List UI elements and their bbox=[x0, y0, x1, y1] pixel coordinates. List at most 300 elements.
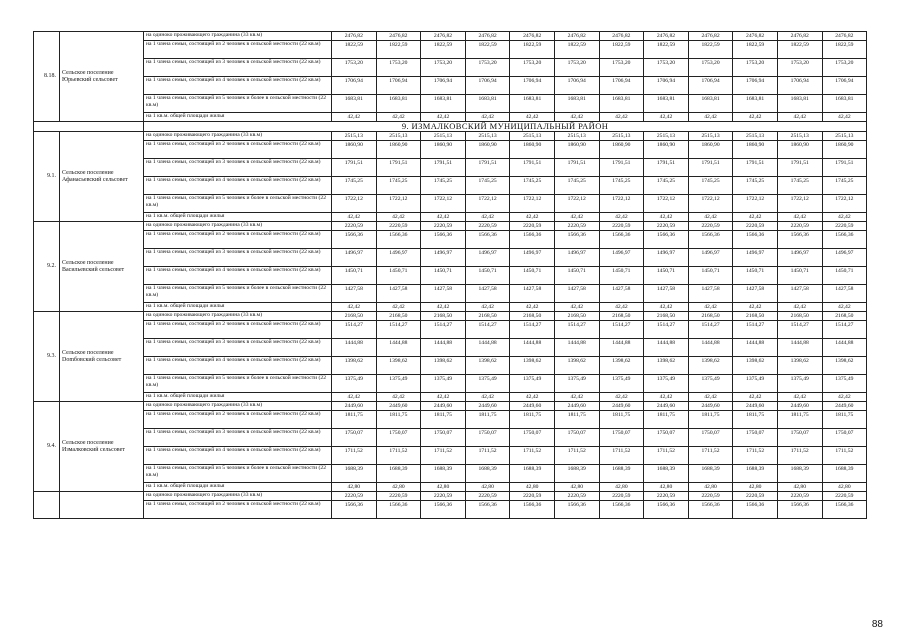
value-cell: 42,42 bbox=[644, 303, 689, 312]
settlement-name: Сельское поселение Васильевский сельсовет bbox=[60, 222, 144, 312]
value-cell: 1427,58 bbox=[376, 285, 421, 303]
value-cell: 1375,49 bbox=[777, 375, 822, 393]
value-cell: 1375,49 bbox=[822, 375, 867, 393]
value-cell: 2476,82 bbox=[644, 32, 689, 41]
value-cell: 1514,27 bbox=[599, 321, 644, 339]
value-cell: 1566,36 bbox=[599, 501, 644, 519]
value-cell: 2168,50 bbox=[822, 312, 867, 321]
value-cell: 1722,12 bbox=[465, 195, 510, 213]
value-cell: 42,42 bbox=[510, 113, 555, 122]
value-cell: 42,80 bbox=[599, 483, 644, 492]
value-cell: 1811,75 bbox=[376, 411, 421, 429]
value-cell: 1427,58 bbox=[822, 285, 867, 303]
value-cell: 2476,82 bbox=[822, 32, 867, 41]
value-cell: 1745,25 bbox=[777, 177, 822, 195]
value-cell: 1566,36 bbox=[733, 231, 778, 249]
value-cell: 2449,60 bbox=[644, 402, 689, 411]
table-row bbox=[34, 492, 867, 501]
value-cell: 1444,88 bbox=[777, 339, 822, 357]
row-description: на 1 члена семьи, состоящей из 2 человек в сельской местности (22 кв.м) bbox=[144, 501, 332, 519]
value-cell: 1811,75 bbox=[822, 411, 867, 429]
value-cell: 1398,62 bbox=[376, 357, 421, 375]
value-cell: 1450,71 bbox=[822, 267, 867, 285]
value-cell: 42,42 bbox=[599, 303, 644, 312]
district-title: 9. ИЗМАЛКОВСКИЙ МУНИЦИПАЛЬНЫЙ РАЙОН bbox=[144, 122, 867, 132]
value-cell: 1822,59 bbox=[644, 41, 689, 59]
value-cell: 1398,62 bbox=[421, 357, 466, 375]
value-cell: 1711,52 bbox=[376, 447, 421, 465]
value-cell: 1514,27 bbox=[510, 321, 555, 339]
row-description: на 1 члена семьи, состоящей из 4 человек в сельской местности (22 кв.м) bbox=[144, 267, 332, 285]
value-cell: 1860,90 bbox=[465, 141, 510, 159]
value-cell: 1860,90 bbox=[510, 141, 555, 159]
value-cell: 2220,59 bbox=[822, 222, 867, 231]
value-cell: 1753,20 bbox=[554, 59, 599, 77]
value-cell: 1706,94 bbox=[599, 77, 644, 95]
value-cell: 42,42 bbox=[554, 303, 599, 312]
value-cell: 2449,60 bbox=[376, 402, 421, 411]
value-cell: 42,42 bbox=[376, 303, 421, 312]
value-cell: 2220,59 bbox=[688, 492, 733, 501]
value-cell: 42,80 bbox=[465, 483, 510, 492]
value-cell: 1566,36 bbox=[599, 231, 644, 249]
table-row bbox=[34, 483, 867, 492]
value-cell: 1745,25 bbox=[822, 177, 867, 195]
value-cell: 2515,13 bbox=[332, 132, 377, 141]
value-cell: 2168,50 bbox=[510, 312, 555, 321]
value-cell: 42,42 bbox=[376, 393, 421, 402]
row-description: на 1 члена семьи, состоящей из 4 человек в сельской местности (22 кв.м) bbox=[144, 357, 332, 375]
value-cell: 2515,13 bbox=[688, 132, 733, 141]
value-cell: 42,42 bbox=[822, 113, 867, 122]
value-cell: 2515,13 bbox=[822, 132, 867, 141]
value-cell: 1722,12 bbox=[822, 195, 867, 213]
table-row bbox=[34, 141, 867, 159]
value-cell: 2168,50 bbox=[376, 312, 421, 321]
row-description: на 1 кв.м. общей площади жилья bbox=[144, 113, 332, 122]
value-cell: 42,80 bbox=[510, 483, 555, 492]
value-cell: 1496,97 bbox=[733, 249, 778, 267]
value-cell: 1450,71 bbox=[644, 267, 689, 285]
value-cell: 1444,88 bbox=[733, 339, 778, 357]
value-cell: 1683,81 bbox=[777, 95, 822, 113]
value-cell: 1722,12 bbox=[777, 195, 822, 213]
value-cell: 1450,71 bbox=[599, 267, 644, 285]
value-cell: 1722,12 bbox=[733, 195, 778, 213]
row-group-index: 8.18. bbox=[34, 32, 60, 122]
settlement-name: Сельское поселение Измалковский сельсовет bbox=[60, 402, 144, 492]
value-cell: 1450,71 bbox=[510, 267, 555, 285]
row-description: на 1 члена семьи, состоящей из 5 человек и более в сельской местности (22 кв.м) bbox=[144, 375, 332, 393]
value-cell: 1811,75 bbox=[733, 411, 778, 429]
value-cell: 1450,71 bbox=[554, 267, 599, 285]
value-cell: 1722,12 bbox=[421, 195, 466, 213]
row-description: на одиноко проживающего гражданина (33 кв.м) bbox=[144, 402, 332, 411]
value-cell: 1398,62 bbox=[644, 357, 689, 375]
settlement-name: Сельское поселение Domбовский сельсовет bbox=[60, 312, 144, 402]
value-cell: 1745,25 bbox=[554, 177, 599, 195]
value-cell: 42,42 bbox=[688, 213, 733, 222]
value-cell: 1811,75 bbox=[465, 411, 510, 429]
value-cell: 2476,82 bbox=[421, 32, 466, 41]
row-description: на 1 члена семьи, состоящей из 5 человек и более в сельской местности (22 кв.м) bbox=[144, 285, 332, 303]
value-cell: 1860,90 bbox=[554, 141, 599, 159]
table-row bbox=[34, 312, 867, 321]
value-cell: 42,42 bbox=[421, 213, 466, 222]
value-cell: 1566,36 bbox=[688, 501, 733, 519]
value-cell: 1711,52 bbox=[332, 447, 377, 465]
row-description: на 1 члена семьи, состоящей из 2 человек в сельской местности (22 кв.м) bbox=[144, 231, 332, 249]
value-cell: 1791,51 bbox=[376, 159, 421, 177]
value-cell: 42,42 bbox=[510, 393, 555, 402]
value-cell: 1688,39 bbox=[421, 465, 466, 483]
value-cell: 42,42 bbox=[465, 303, 510, 312]
value-cell: 1683,81 bbox=[554, 95, 599, 113]
value-cell: 1566,36 bbox=[332, 501, 377, 519]
value-cell: 1496,97 bbox=[332, 249, 377, 267]
value-cell: 1822,59 bbox=[510, 41, 555, 59]
value-cell: 1745,25 bbox=[465, 177, 510, 195]
value-cell: 1811,75 bbox=[332, 411, 377, 429]
value-cell: 1444,88 bbox=[332, 339, 377, 357]
table-row bbox=[34, 402, 867, 411]
value-cell: 42,42 bbox=[777, 393, 822, 402]
value-cell: 42,42 bbox=[465, 113, 510, 122]
value-cell: 2476,82 bbox=[688, 32, 733, 41]
value-cell: 1427,58 bbox=[644, 285, 689, 303]
value-cell: 1398,62 bbox=[599, 357, 644, 375]
value-cell: 42,80 bbox=[554, 483, 599, 492]
value-cell: 1566,36 bbox=[733, 501, 778, 519]
value-cell: 2220,59 bbox=[332, 492, 377, 501]
value-cell: 42,42 bbox=[733, 393, 778, 402]
value-cell: 42,80 bbox=[733, 483, 778, 492]
value-cell: 1822,59 bbox=[599, 41, 644, 59]
value-cell: 2220,59 bbox=[599, 222, 644, 231]
value-cell: 1427,58 bbox=[421, 285, 466, 303]
value-cell: 42,42 bbox=[332, 393, 377, 402]
row-group-index: 9.1. bbox=[34, 132, 60, 222]
value-cell: 1566,36 bbox=[465, 231, 510, 249]
value-cell: 1375,49 bbox=[554, 375, 599, 393]
value-cell: 2168,50 bbox=[465, 312, 510, 321]
value-cell: 1860,90 bbox=[421, 141, 466, 159]
value-cell: 2476,82 bbox=[554, 32, 599, 41]
value-cell: 42,42 bbox=[822, 303, 867, 312]
value-cell: 2220,59 bbox=[421, 492, 466, 501]
value-cell: 42,42 bbox=[688, 303, 733, 312]
value-cell: 42,42 bbox=[510, 303, 555, 312]
value-cell: 1514,27 bbox=[376, 321, 421, 339]
table-row bbox=[34, 59, 867, 77]
value-cell: 2476,82 bbox=[332, 32, 377, 41]
value-cell: 1683,81 bbox=[644, 95, 689, 113]
value-cell: 1811,75 bbox=[688, 411, 733, 429]
value-cell: 1566,36 bbox=[421, 231, 466, 249]
value-cell: 1566,36 bbox=[822, 231, 867, 249]
table-row bbox=[34, 231, 867, 249]
value-cell: 42,42 bbox=[554, 393, 599, 402]
value-cell: 2220,59 bbox=[644, 492, 689, 501]
row-description: на 1 члена семьи, состоящей из 4 человек в сельской местности (22 кв.м) bbox=[144, 177, 332, 195]
value-cell: 1688,39 bbox=[599, 465, 644, 483]
value-cell: 1811,75 bbox=[599, 411, 644, 429]
table-row bbox=[34, 429, 867, 447]
row-description: на одиноко проживающего гражданина (33 кв.м) bbox=[144, 492, 332, 501]
value-cell: 2220,59 bbox=[599, 492, 644, 501]
value-cell: 42,42 bbox=[554, 213, 599, 222]
value-cell: 1427,58 bbox=[688, 285, 733, 303]
value-cell: 1683,81 bbox=[733, 95, 778, 113]
value-cell: 1722,12 bbox=[688, 195, 733, 213]
value-cell: 1753,20 bbox=[644, 59, 689, 77]
value-cell: 1753,20 bbox=[777, 59, 822, 77]
value-cell: 2515,13 bbox=[421, 132, 466, 141]
value-cell: 1444,88 bbox=[554, 339, 599, 357]
value-cell: 2449,60 bbox=[599, 402, 644, 411]
value-cell: 42,42 bbox=[644, 213, 689, 222]
value-cell: 1398,62 bbox=[777, 357, 822, 375]
value-cell: 1496,97 bbox=[822, 249, 867, 267]
row-description: на 1 члена семьи, состоящей из 3 человек в сельской местности (22 кв.м) bbox=[144, 249, 332, 267]
value-cell: 1683,81 bbox=[822, 95, 867, 113]
value-cell: 1860,90 bbox=[644, 141, 689, 159]
value-cell: 2449,60 bbox=[822, 402, 867, 411]
value-cell: 2168,50 bbox=[733, 312, 778, 321]
row-description: на 1 члена семьи, состоящей из 2 человек в сельской местности (22 кв.м) bbox=[144, 411, 332, 429]
value-cell: 1566,36 bbox=[777, 231, 822, 249]
value-cell: 1706,94 bbox=[644, 77, 689, 95]
value-cell: 1566,36 bbox=[644, 501, 689, 519]
value-cell: 1745,25 bbox=[599, 177, 644, 195]
value-cell: 1753,20 bbox=[688, 59, 733, 77]
value-cell: 1711,52 bbox=[510, 447, 555, 465]
row-description: на 1 члена семьи, состоящей из 3 человек в сельской местности (22 кв.м) bbox=[144, 339, 332, 357]
table-row bbox=[34, 113, 867, 122]
value-cell: 42,42 bbox=[376, 113, 421, 122]
value-cell: 1683,81 bbox=[332, 95, 377, 113]
value-cell: 1444,88 bbox=[376, 339, 421, 357]
value-cell: 1566,36 bbox=[421, 501, 466, 519]
row-description: на 1 члена семьи, состоящей из 5 человек и более в сельской местности (22 кв.м) bbox=[144, 95, 332, 113]
value-cell: 1706,94 bbox=[688, 77, 733, 95]
value-cell: 1750,07 bbox=[688, 429, 733, 447]
value-cell: 2220,59 bbox=[733, 492, 778, 501]
value-cell: 2220,59 bbox=[688, 222, 733, 231]
value-cell: 1822,59 bbox=[554, 41, 599, 59]
value-cell: 2476,82 bbox=[376, 32, 421, 41]
table-row bbox=[34, 357, 867, 375]
value-cell: 1398,62 bbox=[554, 357, 599, 375]
value-cell: 1711,52 bbox=[777, 447, 822, 465]
value-cell: 1791,51 bbox=[777, 159, 822, 177]
value-cell: 1444,88 bbox=[599, 339, 644, 357]
value-cell: 1496,97 bbox=[421, 249, 466, 267]
table-row bbox=[34, 285, 867, 303]
value-cell: 1450,71 bbox=[733, 267, 778, 285]
value-cell: 42,42 bbox=[421, 113, 466, 122]
value-cell: 1375,49 bbox=[421, 375, 466, 393]
value-cell: 1444,88 bbox=[644, 339, 689, 357]
value-cell: 2449,60 bbox=[421, 402, 466, 411]
value-cell: 2220,59 bbox=[332, 222, 377, 231]
row-description: на 1 члена семьи, состоящей из 3 человек в сельской местности (22 кв.м) bbox=[144, 59, 332, 77]
value-cell: 1688,39 bbox=[822, 465, 867, 483]
row-description: на одиноко проживающего гражданина (33 кв.м) bbox=[144, 132, 332, 141]
row-description: на 1 члена семьи, состоящей из 4 человек в сельской местности (22 кв.м) bbox=[144, 77, 332, 95]
value-cell: 1860,90 bbox=[376, 141, 421, 159]
value-cell: 1722,12 bbox=[510, 195, 555, 213]
value-cell: 1860,90 bbox=[733, 141, 778, 159]
value-cell: 1496,97 bbox=[554, 249, 599, 267]
value-cell: 42,42 bbox=[421, 303, 466, 312]
value-cell: 42,42 bbox=[332, 213, 377, 222]
value-cell: 2220,59 bbox=[777, 492, 822, 501]
value-cell: 42,42 bbox=[688, 393, 733, 402]
value-cell: 1791,51 bbox=[822, 159, 867, 177]
table-row bbox=[34, 339, 867, 357]
row-description: на 1 члена семьи, состоящей из 5 человек и более в сельской местности (22 кв.м) bbox=[144, 465, 332, 483]
value-cell: 1375,49 bbox=[465, 375, 510, 393]
value-cell: 1450,71 bbox=[332, 267, 377, 285]
value-cell: 2449,60 bbox=[332, 402, 377, 411]
value-cell: 1514,27 bbox=[644, 321, 689, 339]
value-cell: 1791,51 bbox=[421, 159, 466, 177]
table-row bbox=[34, 32, 867, 41]
value-cell: 42,42 bbox=[510, 213, 555, 222]
value-cell: 1791,51 bbox=[465, 159, 510, 177]
page-number: 88 bbox=[871, 619, 883, 630]
value-cell: 1745,25 bbox=[421, 177, 466, 195]
value-cell: 1566,36 bbox=[332, 231, 377, 249]
settlement-name: Сельское поселение Юрьевский сельсовет bbox=[60, 32, 144, 122]
value-cell: 42,42 bbox=[777, 303, 822, 312]
table-row bbox=[34, 267, 867, 285]
value-cell: 1753,20 bbox=[332, 59, 377, 77]
value-cell: 1822,59 bbox=[332, 41, 377, 59]
value-cell: 1444,88 bbox=[421, 339, 466, 357]
value-cell: 1514,27 bbox=[822, 321, 867, 339]
value-cell: 2168,50 bbox=[777, 312, 822, 321]
value-cell: 2476,82 bbox=[733, 32, 778, 41]
row-description: на 1 кв.м. общей площади жилья bbox=[144, 393, 332, 402]
value-cell: 1860,90 bbox=[822, 141, 867, 159]
value-cell: 1750,07 bbox=[465, 429, 510, 447]
district-header-row bbox=[34, 122, 867, 132]
value-cell: 1683,81 bbox=[688, 95, 733, 113]
value-cell: 2515,13 bbox=[777, 132, 822, 141]
value-cell: 1566,36 bbox=[554, 231, 599, 249]
value-cell: 1860,90 bbox=[688, 141, 733, 159]
value-cell: 1398,62 bbox=[733, 357, 778, 375]
row-group-index: 9.4. bbox=[34, 402, 60, 492]
value-cell: 2476,82 bbox=[777, 32, 822, 41]
value-cell: 1753,20 bbox=[465, 59, 510, 77]
value-cell: 42,80 bbox=[376, 483, 421, 492]
row-description: на 1 кв.м. общей площади жилья bbox=[144, 483, 332, 492]
row-description: на 1 члена семьи, состоящей из 5 человек и более в сельской местности (22 кв.м) bbox=[144, 195, 332, 213]
value-cell: 1514,27 bbox=[554, 321, 599, 339]
value-cell: 1791,51 bbox=[599, 159, 644, 177]
value-cell: 1444,88 bbox=[688, 339, 733, 357]
value-cell: 1566,36 bbox=[376, 231, 421, 249]
value-cell: 2220,59 bbox=[465, 222, 510, 231]
value-cell: 42,42 bbox=[644, 393, 689, 402]
value-cell: 2220,59 bbox=[822, 492, 867, 501]
value-cell: 2515,13 bbox=[733, 132, 778, 141]
value-cell: 1706,94 bbox=[465, 77, 510, 95]
value-cell: 1750,07 bbox=[644, 429, 689, 447]
value-cell: 42,42 bbox=[599, 113, 644, 122]
value-cell: 42,42 bbox=[599, 213, 644, 222]
value-cell: 2220,59 bbox=[777, 222, 822, 231]
value-cell: 42,42 bbox=[421, 393, 466, 402]
value-cell: 1450,71 bbox=[465, 267, 510, 285]
row-description: на 1 кв.м. общей площади жилья bbox=[144, 303, 332, 312]
value-cell: 42,42 bbox=[554, 113, 599, 122]
value-cell: 2515,13 bbox=[465, 132, 510, 141]
value-cell: 1860,90 bbox=[332, 141, 377, 159]
value-cell: 1811,75 bbox=[644, 411, 689, 429]
value-cell: 2449,60 bbox=[688, 402, 733, 411]
value-cell: 42,80 bbox=[644, 483, 689, 492]
value-cell: 1811,75 bbox=[554, 411, 599, 429]
table-row bbox=[34, 159, 867, 177]
value-cell: 1496,97 bbox=[376, 249, 421, 267]
value-cell: 1683,81 bbox=[376, 95, 421, 113]
value-cell: 1753,20 bbox=[421, 59, 466, 77]
value-cell: 1745,25 bbox=[733, 177, 778, 195]
value-cell: 1375,49 bbox=[599, 375, 644, 393]
table-row bbox=[34, 177, 867, 195]
table-row bbox=[34, 303, 867, 312]
value-cell: 2476,82 bbox=[510, 32, 555, 41]
value-cell: 2449,60 bbox=[465, 402, 510, 411]
value-cell: 2220,59 bbox=[554, 492, 599, 501]
value-cell: 42,80 bbox=[777, 483, 822, 492]
value-cell: 1375,49 bbox=[733, 375, 778, 393]
value-cell: 1811,75 bbox=[777, 411, 822, 429]
value-cell: 2168,50 bbox=[554, 312, 599, 321]
value-cell: 1375,49 bbox=[644, 375, 689, 393]
value-cell: 42,42 bbox=[465, 213, 510, 222]
value-cell: 2476,82 bbox=[465, 32, 510, 41]
value-cell: 1750,07 bbox=[421, 429, 466, 447]
value-cell: 1860,90 bbox=[777, 141, 822, 159]
value-cell: 1496,97 bbox=[510, 249, 555, 267]
row-group-index: 9.2. bbox=[34, 222, 60, 312]
value-cell: 1427,58 bbox=[332, 285, 377, 303]
value-cell: 1706,94 bbox=[332, 77, 377, 95]
row-description: на 1 члена семьи, состоящей из 2 человек в сельской местности (22 кв.м) bbox=[144, 141, 332, 159]
value-cell: 1822,59 bbox=[822, 41, 867, 59]
value-cell: 42,42 bbox=[733, 213, 778, 222]
table-row bbox=[34, 95, 867, 113]
value-cell: 1750,07 bbox=[777, 429, 822, 447]
value-cell: 2476,82 bbox=[599, 32, 644, 41]
value-cell: 1711,52 bbox=[644, 447, 689, 465]
value-cell: 2168,50 bbox=[332, 312, 377, 321]
table-row bbox=[34, 77, 867, 95]
value-cell: 1566,36 bbox=[465, 501, 510, 519]
value-cell: 1427,58 bbox=[599, 285, 644, 303]
value-cell: 1711,52 bbox=[465, 447, 510, 465]
value-cell: 1711,52 bbox=[733, 447, 778, 465]
value-cell: 1811,75 bbox=[510, 411, 555, 429]
value-cell: 1444,88 bbox=[822, 339, 867, 357]
value-cell: 2449,60 bbox=[777, 402, 822, 411]
value-cell: 42,80 bbox=[421, 483, 466, 492]
